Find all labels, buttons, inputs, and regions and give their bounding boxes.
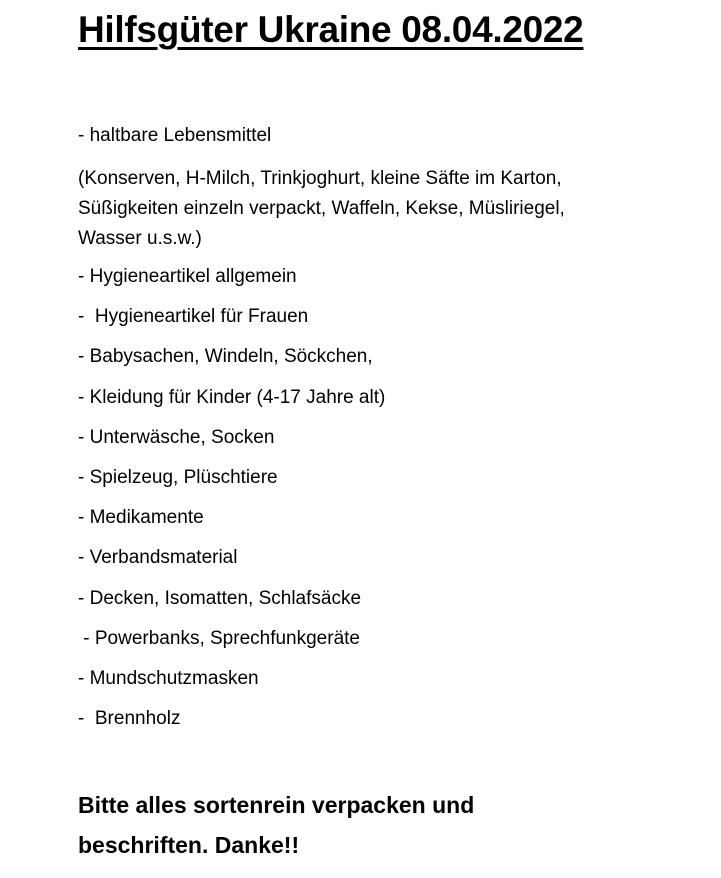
list-item: - Powerbanks, Sprechfunkgeräte bbox=[78, 628, 360, 649]
list-item: - Hygieneartikel allgemein bbox=[78, 266, 297, 287]
closing-note-line-1: Bitte alles sortenrein verpacken und bbox=[78, 792, 475, 818]
closing-note-line-2: beschriften. Danke!! bbox=[78, 832, 300, 858]
list-item: - Mundschutzmasken bbox=[78, 668, 259, 689]
document-title: Hilfsgüter Ukraine 08.04.2022 bbox=[78, 9, 584, 50]
list-item: - Kleidung für Kinder (4-17 Jahre alt) bbox=[78, 387, 386, 408]
list-item: - haltbare Lebensmittel bbox=[78, 125, 272, 146]
list-item: - Hygieneartikel für Frauen bbox=[78, 306, 309, 327]
list-item: - Spielzeug, Plüschtiere bbox=[78, 467, 278, 488]
list-item-details: (Konserven, H-Milch, Trinkjoghurt, kleine Säfte im Karton, Süßigkeiten einzeln verpackt, Waffeln, Kekse, Müsliriegel, Wasser u.s.w.) bbox=[78, 168, 565, 249]
list-item: - Brennholz bbox=[78, 708, 181, 729]
list-item: - Unterwäsche, Socken bbox=[78, 427, 275, 448]
list-item: - Medikamente bbox=[78, 507, 204, 528]
list-item: - Decken, Isomatten, Schlafsäcke bbox=[78, 588, 362, 609]
list-item: - Verbandsmaterial bbox=[78, 547, 238, 568]
list-item: - Babysachen, Windeln, Söckchen, bbox=[78, 346, 373, 367]
